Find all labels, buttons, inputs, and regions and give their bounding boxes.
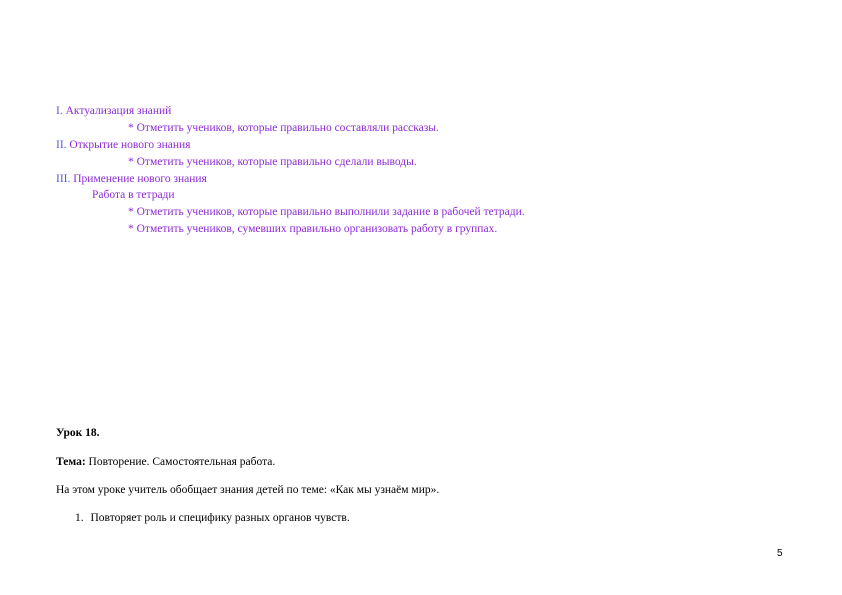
section-1-note-1: * Отметить учеников, которые правильно составляли рассказы.	[128, 122, 439, 134]
lesson-intro: На этом уроке учитель обобщает знания детей по теме: «Как мы узнаём мир».	[56, 484, 440, 496]
section-3-subtitle: Работа в тетради	[92, 189, 175, 201]
section-2-title: Открытие нового знания	[69, 139, 191, 151]
page-number: 5	[777, 548, 783, 559]
list-item-text: Повторяет роль и специфику разных органов чувств.	[90, 512, 350, 524]
section-3-note-1: * Отметить учеников, которые правильно выполнили задание в рабочей тетради.	[128, 206, 525, 218]
section-1-heading	[56, 104, 171, 118]
section-3-title: Применение нового знания	[73, 173, 207, 185]
section-2-heading	[56, 138, 190, 152]
section-1-title: Актуализация знаний	[65, 105, 172, 117]
section-3-note-2: * Отметить учеников, сумевших правильно организовать работу в группах.	[128, 223, 498, 235]
section-3-numeral: III.	[56, 173, 71, 185]
section-2-note-1: * Отметить учеников, которые правильно сделали выводы.	[128, 156, 417, 168]
lesson-topic	[56, 455, 275, 469]
section-1-numeral: I.	[56, 105, 63, 117]
section-3-heading	[56, 172, 207, 186]
topic-label: Тема:	[56, 456, 86, 468]
list-item	[75, 511, 350, 525]
lesson-heading: Урок 18.	[56, 427, 100, 439]
section-2-numeral: II.	[56, 139, 67, 151]
topic-value: Повторение. Самостоятельная работа.	[85, 456, 276, 468]
list-item-marker: 1.	[75, 512, 84, 524]
